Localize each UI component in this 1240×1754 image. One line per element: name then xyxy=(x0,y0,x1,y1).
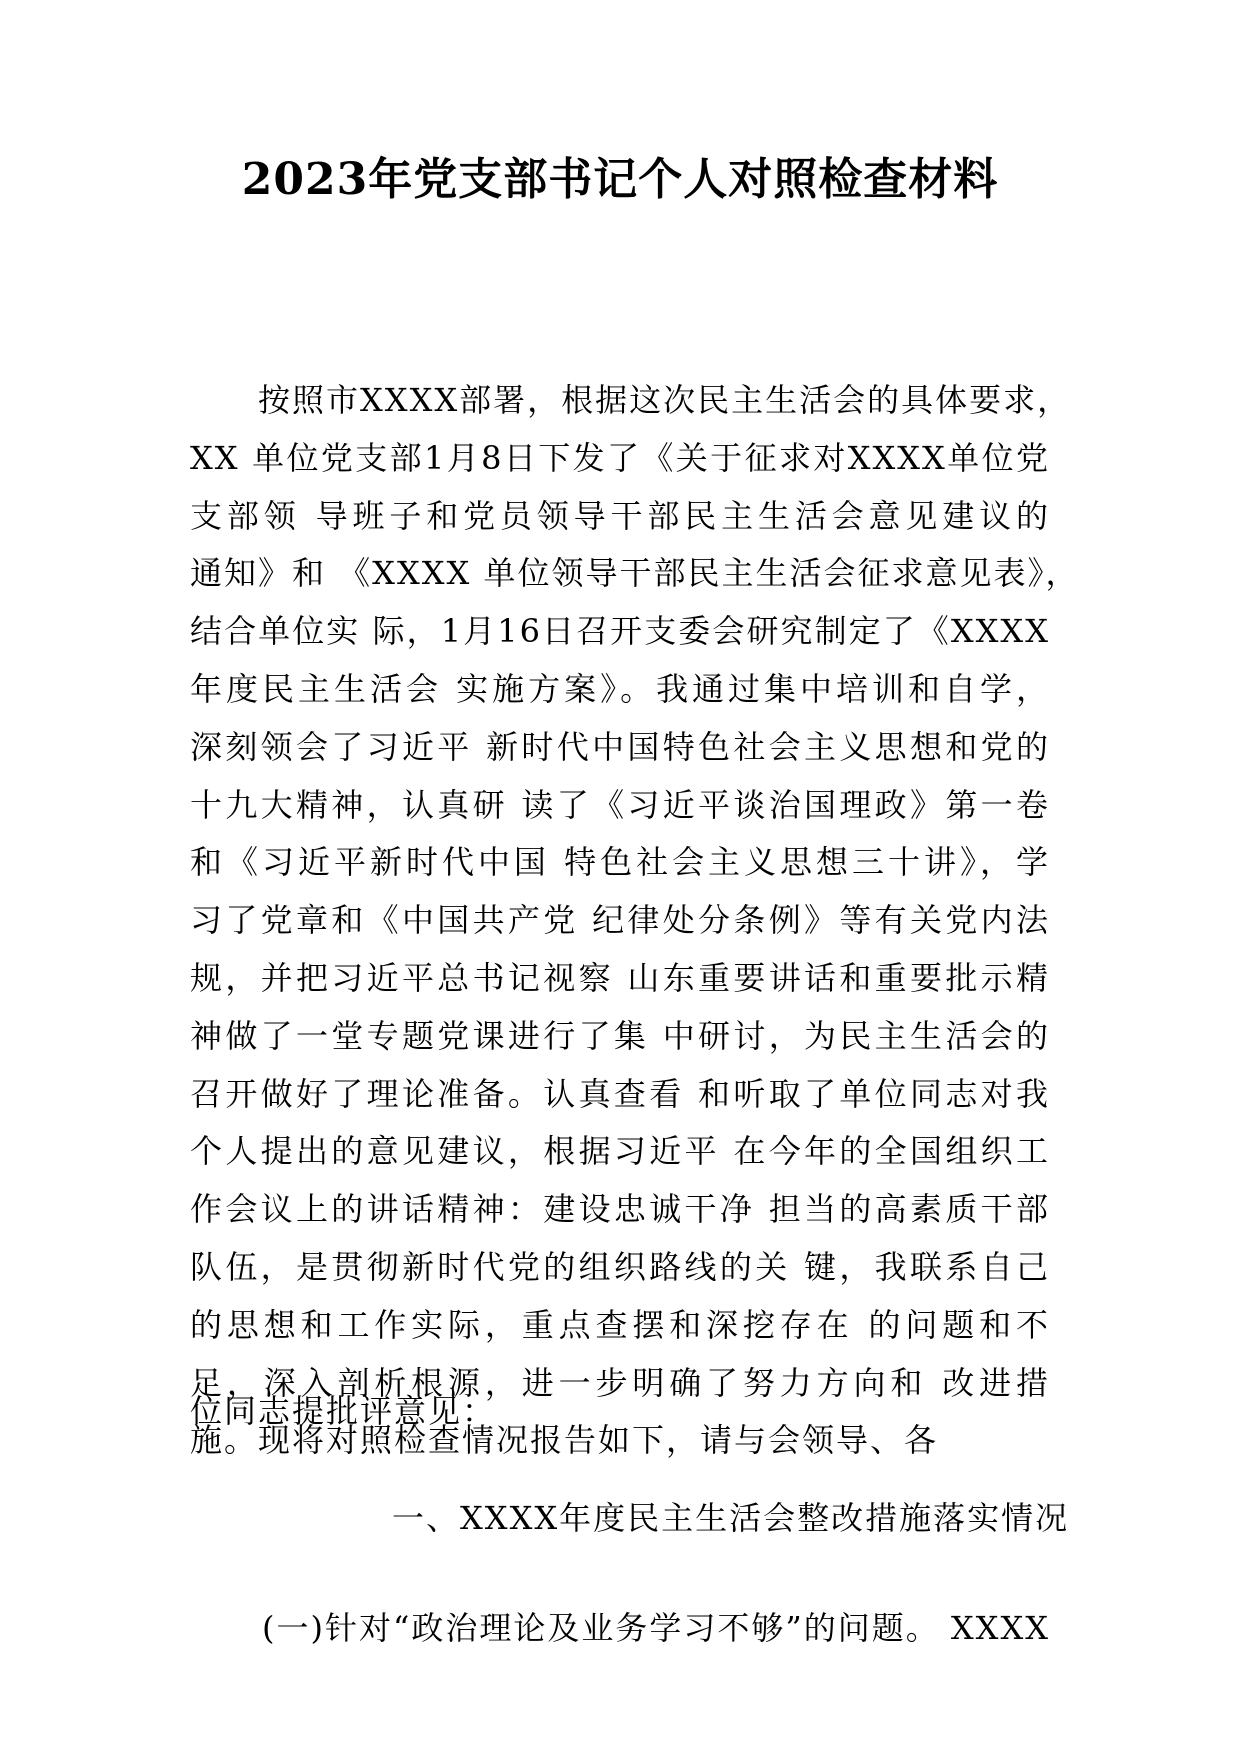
paragraph-line: 习了党章和《中国共产党 纪律处分条例》等有关党内法 xyxy=(190,901,1050,940)
paragraph-line: 神做了一堂专题党课进行了集 中研讨，为民主生活会的 xyxy=(190,1016,1050,1055)
document-title: 2023年党支部书记个人对照检查材料 xyxy=(241,154,999,205)
paragraph-line: 的思想和工作实际，重点查摆和深挖存在 的问题和不 xyxy=(190,1305,1050,1344)
paragraph-line: 和《习近平新时代中国 特色社会主义思想三十讲》，学 xyxy=(190,843,1050,882)
paragraph-line: 年度民主生活会 实施方案》。我通过集中培训和自学， xyxy=(190,669,1050,708)
paragraph-line: 结合单位实 际，1月16日召开支委会研究制定了《XXXX xyxy=(190,612,1050,651)
paragraph-line: 支部领 导班子和党员领导干部民主生活会意见建议的 xyxy=(190,496,1050,535)
paragraph-line: 足，深入剖析根源，进一步明确了努力方向和 改进措 xyxy=(190,1363,1050,1402)
paragraph-tail-line: 位同志提批评意见： xyxy=(190,1392,497,1430)
subsection-tail: XXXX xyxy=(950,1609,1050,1647)
paragraph-line: XX 单位党支部1月8日下发了《关于征求对XXXX单位党 xyxy=(190,438,1050,477)
paragraph-line: 施。现将对照检查情况报告如下，请与会领导、各 xyxy=(190,1421,939,1460)
paragraph-line: 十九大精神，认真研 读了《习近平谈治国理政》第一卷 xyxy=(190,785,1050,824)
paragraph-line: 深刻领会了习近平 新时代中国特色社会主义思想和党的 xyxy=(190,727,1050,766)
paragraph-line: 通知》和 《XXXX 单位领导干部民主生活会征求意见表》， xyxy=(190,554,1080,593)
paragraph-line: 作会议上的讲话精神：建设忠诚干净 担当的高素质干部 xyxy=(190,1190,1050,1229)
section-heading: 一、XXXX年度民主生活会整改措施落实情况 xyxy=(392,1499,1070,1537)
paragraph-line: 按照市XXXX部署，根据这次民主生活会的具体要求， xyxy=(258,381,1072,419)
paragraph-line: 队伍，是贯彻新时代党的组织路线的关 键，我联系自己 xyxy=(190,1247,1050,1286)
subsection-line xyxy=(262,1600,1050,1658)
intro-paragraph xyxy=(190,372,1080,1470)
paragraph-line: 召开做好了理论准备。认真查看 和听取了单位同志对我 xyxy=(190,1074,1050,1113)
paragraph-line: 规，并把习近平总书记视察 山东重要讲话和重要批示精 xyxy=(190,958,1050,997)
subsection-text: (一)针对“政治理论及业务学习不够”的问题。 xyxy=(262,1609,940,1647)
paragraph-line: 个人提出的意见建议，根据习近平 在今年的全国组织工 xyxy=(190,1132,1050,1171)
